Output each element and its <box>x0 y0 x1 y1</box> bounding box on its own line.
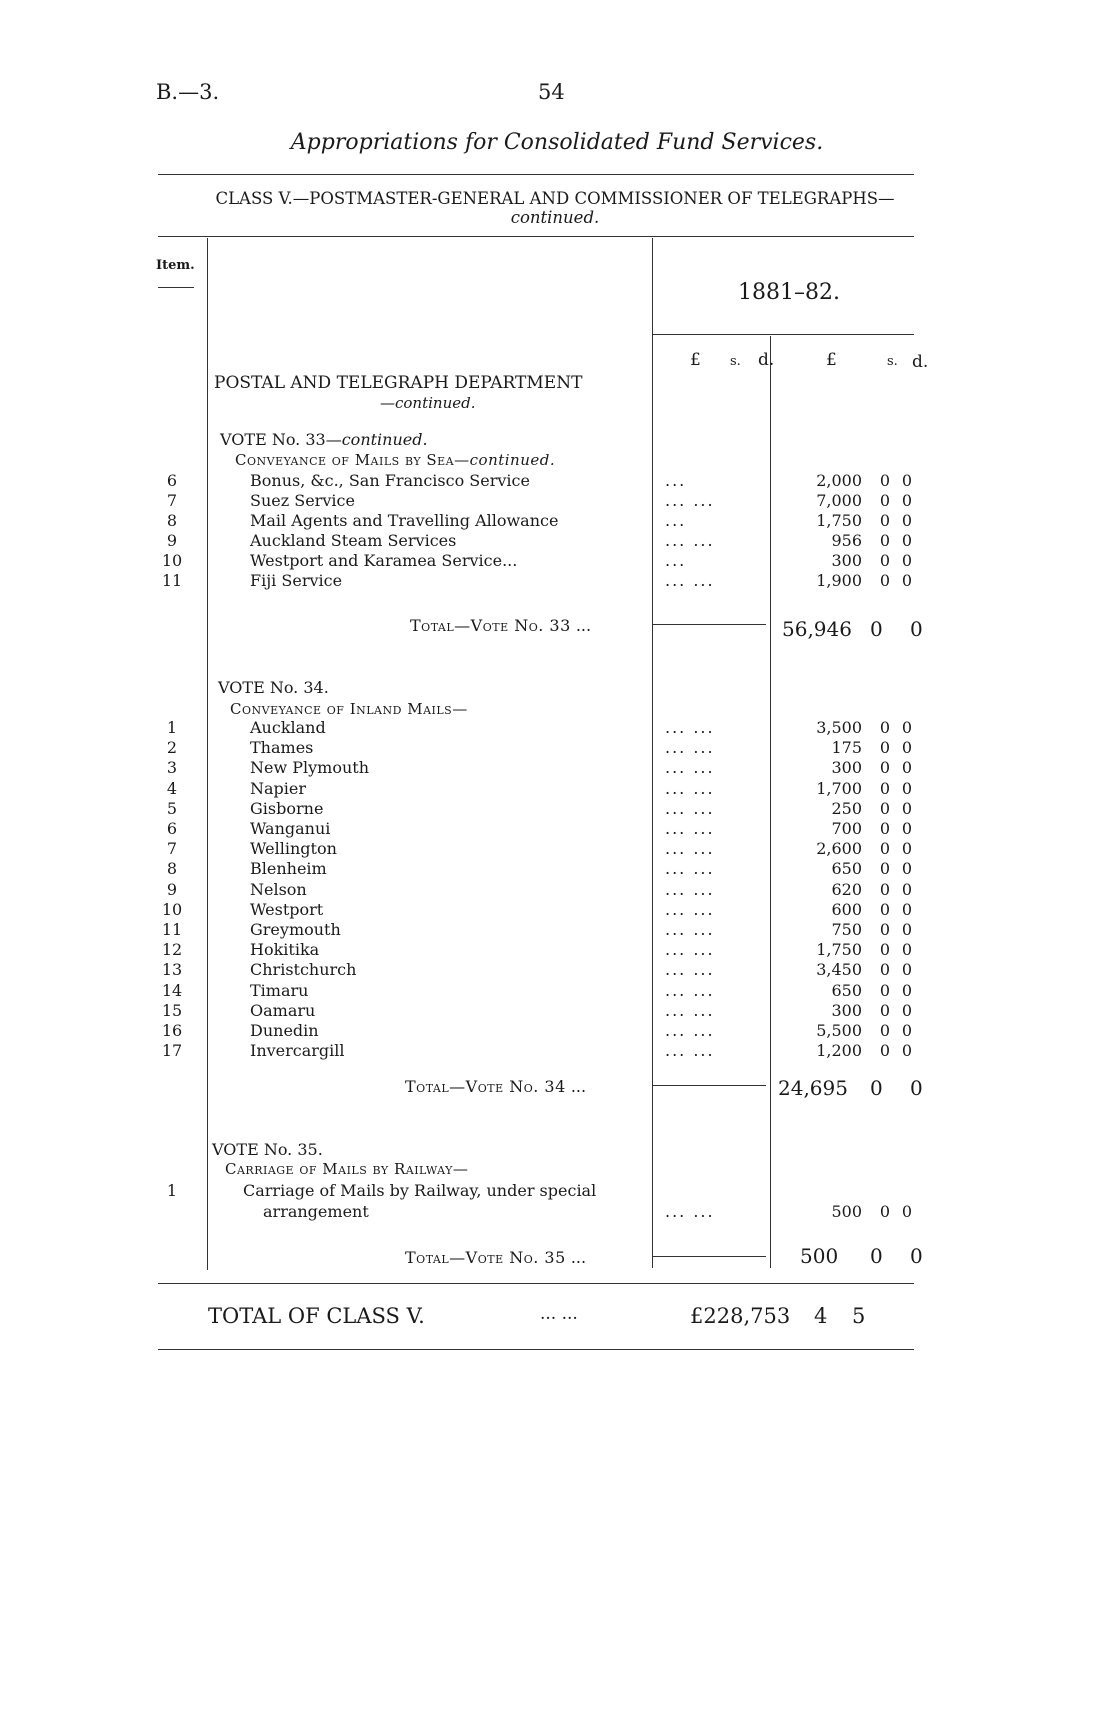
vote-34-row <box>150 839 913 859</box>
class-title <box>175 189 935 227</box>
vote-34-row <box>150 859 913 879</box>
vote-34-description: Greymouth <box>250 920 341 939</box>
vote-34-subheading: Conveyance of Inland Mails— <box>230 700 468 718</box>
vote-34-pence: 0 <box>901 1000 913 1020</box>
item-header-rule <box>158 287 194 288</box>
vote-33-pence: 0 <box>901 511 913 530</box>
vote-34-pence: 0 <box>901 940 913 960</box>
vote-34-pence: 0 <box>901 960 913 980</box>
vote-34-pence: 0 <box>901 798 913 818</box>
vote-34-dots: ... ... <box>665 738 715 758</box>
vote-34-shillings: 0 <box>879 1041 891 1061</box>
vote-33-shillings: 0 <box>879 491 891 510</box>
vote-33-heading <box>220 430 428 449</box>
vote-35-total-line <box>405 1248 586 1267</box>
vote-33-dots: ... <box>665 511 687 530</box>
vote-34-amount: 650 <box>831 980 862 1000</box>
vote-33-description: Auckland Steam Services <box>250 531 457 550</box>
vote-34-amount: 650 <box>831 859 862 879</box>
vote-34-amount: 1,200 <box>816 1041 862 1061</box>
vote-34-amount: 175 <box>831 738 862 758</box>
vote-34-item-number: 4 <box>166 778 178 798</box>
vote-34-dots: ... ... <box>665 1000 715 1020</box>
vote-34-amount: 5,500 <box>816 1021 862 1040</box>
vote-33-amount: 1,750 <box>816 511 862 530</box>
vote-34-shillings: 0 <box>879 899 891 919</box>
vote-34-row <box>150 738 913 758</box>
vote-34-description: Wellington <box>250 839 337 859</box>
vote-33-pence: 0 <box>901 531 913 550</box>
class-title-main: CLASS V.—POSTMASTER-GENERAL AND COMMISSIONER OF TELEGRAPHS— <box>215 189 895 208</box>
vote-33-pence: 0 <box>901 471 913 490</box>
vote-34-row <box>150 920 913 940</box>
grand-total-top-rule <box>158 1283 914 1284</box>
vote-34-pence: 0 <box>901 718 913 737</box>
vote-34-item-number: 8 <box>166 859 178 879</box>
vote-34-shillings: 0 <box>879 980 891 1000</box>
vote-34-description: Auckland <box>250 718 326 737</box>
vote-34-shillings: 0 <box>879 960 891 980</box>
vote-34-shillings: 0 <box>879 738 891 758</box>
vote-35-row <box>150 1181 770 1201</box>
vote-34-description: Gisborne <box>250 798 324 818</box>
vote-34-dots: ... ... <box>665 960 715 980</box>
vote-33-heading-cont: continued. <box>341 430 428 449</box>
vote-34-pence: 0 <box>901 758 913 778</box>
vote-34-shillings: 0 <box>879 859 891 879</box>
vote-35-subheading: Carriage of Mails by Railway— <box>225 1160 469 1178</box>
shilling-header-1: s. <box>730 354 741 369</box>
grand-total-dots: ... ... <box>540 1304 578 1324</box>
vote-34-item-number: 10 <box>161 899 183 919</box>
vote-34-item-number: 16 <box>161 1021 183 1040</box>
vote-34-row <box>150 758 913 778</box>
vote-33-dots: ... ... <box>665 571 715 590</box>
vote-34-row <box>150 879 913 900</box>
vote-34-item-number: 15 <box>161 1000 183 1020</box>
vote-33-row <box>150 551 913 571</box>
vote-34-description: Hokitika <box>250 940 320 960</box>
vote-34-total-label: Total—Vote No. 34 <box>405 1077 566 1096</box>
vote-34-shillings: 0 <box>879 1021 891 1040</box>
year-header-rule <box>652 334 914 335</box>
vote-34-total-shillings: 0 <box>870 1076 883 1100</box>
grand-total-shillings: 4 <box>814 1304 828 1328</box>
vote-33-amount: 1,900 <box>816 571 862 590</box>
vote-33-dots: ... ... <box>665 531 715 550</box>
vote-33-row <box>150 531 913 551</box>
vote-34-amount: 300 <box>831 758 862 778</box>
vote-34-item-number: 5 <box>166 798 178 818</box>
vote-34-shillings: 0 <box>879 778 891 798</box>
vote-34-description: New Plymouth <box>250 758 370 778</box>
vote-34-shillings: 0 <box>879 879 891 899</box>
vote-34-amount: 2,600 <box>816 839 862 859</box>
vote-34-pence: 0 <box>901 778 913 798</box>
vote-34-pence: 0 <box>901 879 913 899</box>
vote-34-amount: 3,500 <box>816 718 862 737</box>
vote-33-dots: ... ... <box>665 491 715 510</box>
year-column-header: 1881–82. <box>738 280 840 305</box>
department-continued: —continued. <box>380 394 476 412</box>
grand-total-pence: 5 <box>852 1304 866 1328</box>
vote-34-pence: 0 <box>901 1041 913 1061</box>
vote-33-item-number: 7 <box>166 491 178 510</box>
vote-34-total-dots: ... <box>570 1077 587 1096</box>
vote-33-shillings: 0 <box>879 551 891 570</box>
pound-header-1: £ <box>690 350 701 370</box>
vote-34-item-number: 7 <box>166 839 178 859</box>
vote-33-total-shillings: 0 <box>870 617 883 641</box>
page-number: 54 <box>538 80 565 104</box>
vote-33-description: Bonus, &c., San Francisco Service <box>250 471 530 490</box>
vote-34-item-number: 3 <box>166 758 178 778</box>
pence-header-2: d. <box>912 352 929 372</box>
vote-34-pence: 0 <box>901 859 913 879</box>
vote-33-shillings: 0 <box>879 531 891 550</box>
vote-34-row <box>150 940 913 960</box>
vote-34-pence: 0 <box>901 1021 913 1040</box>
vote-33-description: Mail Agents and Travelling Allowance <box>250 511 559 530</box>
vote-34-row <box>150 798 913 819</box>
vote-34-description: Oamaru <box>250 1000 316 1020</box>
vote-34-dots: ... ... <box>665 980 715 1000</box>
vote-34-amount: 600 <box>831 899 862 919</box>
vote-34-pence: 0 <box>901 819 913 838</box>
vote-33-shillings: 0 <box>879 571 891 590</box>
vote-34-row <box>150 778 913 799</box>
vote-33-item-number: 6 <box>166 471 178 490</box>
vote-33-dots: ... <box>665 471 687 490</box>
vote-35-heading: VOTE No. 35. <box>212 1140 323 1159</box>
vote-34-dots: ... ... <box>665 1021 715 1040</box>
vote-34-total-amount: 24,695 <box>778 1076 848 1100</box>
vote-34-description: Blenheim <box>250 859 327 879</box>
vote-35-row-cont <box>150 1202 913 1222</box>
vote-34-item-number: 13 <box>161 960 183 980</box>
vote-34-dots: ... ... <box>665 718 715 737</box>
department-heading: POSTAL AND TELEGRAPH DEPARTMENT <box>214 373 583 393</box>
vote-35-row-pence: 0 <box>901 1202 913 1221</box>
vote-34-description: Thames <box>250 738 314 758</box>
vote-35-description-line2: arrangement <box>263 1202 369 1221</box>
vote-33-shillings: 0 <box>879 471 891 490</box>
vote-35-total-pence: 0 <box>910 1244 923 1268</box>
vote-35-item-number: 1 <box>166 1181 178 1200</box>
page-title: Appropriations for Consolidated Fund Services. <box>290 130 824 155</box>
document-code: B.—3. <box>156 80 220 104</box>
vote-33-item-number: 8 <box>166 511 178 530</box>
vote-33-shillings: 0 <box>879 511 891 530</box>
vote-34-heading: VOTE No. 34. <box>218 678 329 697</box>
vote-34-shillings: 0 <box>879 758 891 778</box>
vote-34-amount: 3,450 <box>816 960 862 980</box>
vote-34-shillings: 0 <box>879 940 891 960</box>
vote-33-amount: 956 <box>831 531 862 550</box>
vote-33-total-line <box>410 616 591 635</box>
vote-34-dots: ... ... <box>665 1041 715 1061</box>
vote-34-pence: 0 <box>901 738 913 758</box>
vote-34-item-number: 17 <box>161 1041 183 1061</box>
vote-34-row <box>150 819 913 839</box>
vote-33-pence: 0 <box>901 491 913 510</box>
class-title-cont: continued. <box>510 208 600 227</box>
vote-34-item-number: 11 <box>161 920 183 939</box>
vote-33-amount: 7,000 <box>816 491 862 510</box>
vote-34-amount: 250 <box>831 798 862 818</box>
vote-34-shillings: 0 <box>879 920 891 939</box>
vote-33-amount: 2,000 <box>816 471 862 490</box>
vote-35-total-dots: ... <box>570 1248 587 1267</box>
vote-34-description: Christchurch <box>250 960 357 980</box>
vote-34-pence: 0 <box>901 839 913 859</box>
vote-34-row <box>150 1021 913 1041</box>
vote-34-description: Wanganui <box>250 819 331 838</box>
vote-33-total-rule <box>652 624 766 625</box>
vote-34-row <box>150 1000 913 1021</box>
vote-35-row-dots: ... ... <box>665 1202 715 1221</box>
vote-34-row <box>150 980 913 1001</box>
vote-33-item-number: 9 <box>166 531 178 550</box>
vote-34-pence: 0 <box>901 980 913 1000</box>
vote-34-total-rule <box>652 1085 766 1086</box>
vote-35-description-line1: Carriage of Mails by Railway, under special <box>243 1181 597 1200</box>
vote-33-row <box>150 511 913 531</box>
vote-34-row <box>150 718 913 738</box>
vote-35-total-label: Total—Vote No. 35 <box>405 1248 566 1267</box>
vote-33-description: Suez Service <box>250 491 355 510</box>
vote-33-row <box>150 571 913 591</box>
vote-34-amount: 620 <box>831 879 862 899</box>
vote-34-description: Napier <box>250 778 307 798</box>
vote-34-pence: 0 <box>901 899 913 919</box>
vote-34-total-line <box>405 1077 586 1096</box>
vote-34-shillings: 0 <box>879 839 891 859</box>
table-top-rule <box>158 236 914 237</box>
vote-34-shillings: 0 <box>879 1000 891 1020</box>
vote-34-dots: ... ... <box>665 859 715 879</box>
grand-total-bottom-rule <box>158 1349 914 1350</box>
vote-34-amount: 750 <box>831 920 862 939</box>
vote-34-description: Invercargill <box>250 1041 345 1061</box>
shilling-header-2: s. <box>887 354 898 369</box>
vote-34-item-number: 12 <box>161 940 183 960</box>
vote-34-amount: 1,750 <box>816 940 862 960</box>
vote-33-description: Westport and Karamea Service... <box>250 551 518 570</box>
vote-34-dots: ... ... <box>665 920 715 939</box>
vote-33-row <box>150 491 913 511</box>
vote-34-amount: 300 <box>831 1000 862 1020</box>
pence-header-1: d. <box>758 350 775 370</box>
vote-35-total-rule <box>652 1256 766 1257</box>
amount-column-divider <box>770 336 771 1268</box>
vote-34-amount: 700 <box>831 819 862 838</box>
vote-34-item-number: 14 <box>161 980 183 1000</box>
vote-34-dots: ... ... <box>665 778 715 798</box>
title-rule <box>158 174 914 175</box>
vote-34-row <box>150 960 913 980</box>
vote-34-description: Nelson <box>250 879 307 899</box>
pound-header-2: £ <box>826 350 837 370</box>
vote-33-row <box>150 471 913 491</box>
vote-34-item-number: 1 <box>166 718 178 737</box>
grand-total-label: TOTAL OF CLASS V. <box>208 1304 425 1328</box>
vote-33-heading-text: VOTE No. 33— <box>220 430 342 449</box>
vote-34-dots: ... ... <box>665 940 715 960</box>
vote-33-description: Fiji Service <box>250 571 343 590</box>
vote-34-shillings: 0 <box>879 819 891 838</box>
grand-total-amount: £228,753 <box>690 1304 791 1328</box>
vote-33-item-number: 10 <box>161 551 183 570</box>
vote-34-description: Westport <box>250 899 324 919</box>
vote-34-row <box>150 1041 913 1061</box>
vote-34-dots: ... ... <box>665 839 715 859</box>
vote-33-subheading-text: Conveyance of Mails by Sea— <box>235 451 470 469</box>
vote-34-dots: ... ... <box>665 758 715 778</box>
vote-34-dots: ... ... <box>665 879 715 899</box>
vote-34-dots: ... ... <box>665 819 715 838</box>
vote-35-total-amount: 500 <box>800 1244 839 1268</box>
vote-34-amount: 1,700 <box>816 778 862 798</box>
vote-33-total-amount: 56,946 <box>782 617 852 641</box>
vote-33-amount: 300 <box>831 551 862 570</box>
vote-34-shillings: 0 <box>879 718 891 737</box>
item-column-header: Item. <box>156 258 195 273</box>
vote-34-total-pence: 0 <box>910 1076 923 1100</box>
vote-33-pence: 0 <box>901 551 913 570</box>
vote-34-dots: ... ... <box>665 899 715 919</box>
vote-33-total-pence: 0 <box>910 617 923 641</box>
vote-33-dots: ... <box>665 551 687 570</box>
vote-34-item-number: 2 <box>166 738 178 758</box>
vote-35-row-amount: 500 <box>831 1202 862 1221</box>
vote-33-item-number: 11 <box>161 571 183 590</box>
vote-34-shillings: 0 <box>879 798 891 818</box>
vote-33-subheading-cont: continued. <box>469 451 556 469</box>
vote-34-description: Dunedin <box>250 1021 319 1040</box>
vote-33-subheading <box>235 451 555 469</box>
vote-35-total-shillings: 0 <box>870 1244 883 1268</box>
vote-33-total-dots: ... <box>575 616 592 635</box>
vote-34-description: Timaru <box>250 980 309 1000</box>
vote-33-total-label: Total—Vote No. 33 <box>410 616 571 635</box>
vote-34-row <box>150 899 913 920</box>
vote-34-dots: ... ... <box>665 798 715 818</box>
vote-33-pence: 0 <box>901 571 913 590</box>
vote-35-row-shillings: 0 <box>879 1202 891 1221</box>
vote-34-item-number: 9 <box>166 879 178 899</box>
vote-34-pence: 0 <box>901 920 913 939</box>
vote-34-item-number: 6 <box>166 819 178 838</box>
